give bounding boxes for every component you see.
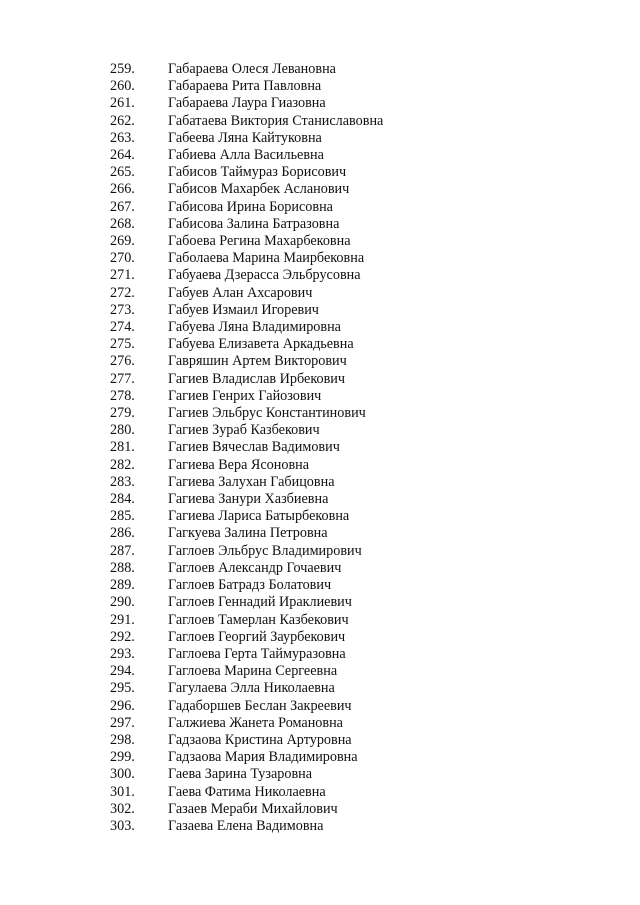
list-item <box>110 508 610 525</box>
list-item <box>110 78 610 95</box>
person-name: Гаглоев Александр Гочаевич <box>168 559 342 576</box>
item-number: 291. <box>110 611 135 628</box>
list-item <box>110 61 610 78</box>
item-number: 265. <box>110 164 135 181</box>
item-number: 263. <box>110 129 135 146</box>
list-item <box>110 560 610 577</box>
person-name: Галжиева Жанета Романовна <box>168 714 343 731</box>
person-name: Гавряшин Артем Викторович <box>168 353 347 370</box>
item-number: 271. <box>110 267 135 284</box>
list-item <box>110 199 610 216</box>
list-item <box>110 405 610 422</box>
list-item <box>110 319 610 336</box>
person-name: Гагиева Залухан Габицовна <box>168 473 335 490</box>
item-number: 280. <box>110 422 135 439</box>
list-item <box>110 250 610 267</box>
list-item <box>110 749 610 766</box>
person-name: Габуев Измаил Игоревич <box>168 301 319 318</box>
list-item <box>110 216 610 233</box>
list-item <box>110 577 610 594</box>
person-name: Гагиева Лариса Батырбековна <box>168 508 350 525</box>
item-number: 286. <box>110 525 135 542</box>
person-name: Габатаева Виктория Станиславовна <box>168 112 384 129</box>
person-name: Габеева Ляна Кайтуковна <box>168 129 322 146</box>
item-number: 268. <box>110 215 135 232</box>
person-name: Гаглоев Тамерлан Казбекович <box>168 611 349 628</box>
person-name: Габиева Алла Васильевна <box>168 147 324 164</box>
list-item <box>110 353 610 370</box>
list-item <box>110 732 610 749</box>
person-name: Габисова Ирина Борисовна <box>168 198 333 215</box>
item-number: 290. <box>110 594 135 611</box>
list-item <box>110 147 610 164</box>
list-item <box>110 784 610 801</box>
person-name: Гагиев Зураб Казбекович <box>168 422 320 439</box>
person-name: Гагиев Эльбрус Константинович <box>168 405 366 422</box>
item-number: 261. <box>110 95 135 112</box>
person-name: Габолаева Марина Маирбековна <box>168 250 365 267</box>
item-number: 276. <box>110 353 135 370</box>
person-name: Гагиева Занури Хазбиевна <box>168 491 329 508</box>
list-item <box>110 371 610 388</box>
person-name: Гагиева Вера Ясоновна <box>168 456 310 473</box>
item-number: 269. <box>110 233 135 250</box>
item-number: 292. <box>110 628 135 645</box>
person-name: Габуев Алан Ахсарович <box>168 284 313 301</box>
list-item <box>110 663 610 680</box>
item-number: 294. <box>110 663 135 680</box>
item-number: 302. <box>110 800 135 817</box>
list-item <box>110 715 610 732</box>
item-number: 296. <box>110 697 135 714</box>
person-name: Гаглоев Геннадий Ираклиевич <box>168 594 352 611</box>
list-item <box>110 439 610 456</box>
item-number: 287. <box>110 542 135 559</box>
person-name: Газаев Мераби Михайлович <box>168 800 338 817</box>
person-name: Габисов Таймураз Борисович <box>168 164 347 181</box>
list-item <box>110 233 610 250</box>
item-number: 299. <box>110 749 135 766</box>
person-name: Гаглоева Герта Таймуразовна <box>168 645 346 662</box>
list-item <box>110 95 610 112</box>
item-number: 259. <box>110 61 135 77</box>
list-item <box>110 680 610 697</box>
item-number: 301. <box>110 783 135 800</box>
person-name: Гадаборшев Беслан Закреевич <box>168 697 352 714</box>
item-number: 274. <box>110 319 135 336</box>
numbered-name-list <box>110 61 610 835</box>
list-item <box>110 491 610 508</box>
item-number: 266. <box>110 181 135 198</box>
list-item <box>110 801 610 818</box>
item-number: 285. <box>110 508 135 525</box>
person-name: Газаева Елена Вадимовна <box>168 817 324 834</box>
item-number: 277. <box>110 370 135 387</box>
list-item <box>110 594 610 611</box>
list-item <box>110 457 610 474</box>
person-name: Габараева Рита Павловна <box>168 78 322 95</box>
person-name: Габуаева Дзерасса Эльбрусовна <box>168 267 361 284</box>
person-name: Гагулаева Элла Николаевна <box>168 680 335 697</box>
person-name: Гаглоева Марина Сергеевна <box>168 663 338 680</box>
person-name: Гагиев Генрих Гайозович <box>168 387 322 404</box>
person-name: Гаглоев Эльбрус Владимирович <box>168 542 362 559</box>
item-number: 295. <box>110 680 135 697</box>
item-number: 262. <box>110 112 135 129</box>
person-name: Гаглоев Георгий Заурбекович <box>168 628 346 645</box>
person-name: Габуева Ляна Владимировна <box>168 319 341 336</box>
list-item <box>110 612 610 629</box>
item-number: 281. <box>110 439 135 456</box>
item-number: 289. <box>110 577 135 594</box>
list-item <box>110 113 610 130</box>
item-number: 273. <box>110 301 135 318</box>
item-number: 283. <box>110 473 135 490</box>
item-number: 303. <box>110 817 135 834</box>
list-item <box>110 698 610 715</box>
person-name: Гадзаова Кристина Артуровна <box>168 731 352 748</box>
item-number: 270. <box>110 250 135 267</box>
list-item <box>110 302 610 319</box>
list-item <box>110 818 610 835</box>
person-name: Гагиев Вячеслав Вадимович <box>168 439 340 456</box>
person-name: Гаева Зарина Тузаровна <box>168 766 313 783</box>
item-number: 272. <box>110 284 135 301</box>
item-number: 278. <box>110 387 135 404</box>
item-number: 284. <box>110 491 135 508</box>
item-number: 288. <box>110 559 135 576</box>
item-number: 282. <box>110 456 135 473</box>
person-name: Гагиев Владислав Ирбекович <box>168 370 346 387</box>
person-name: Гаглоев Батрадз Болатович <box>168 577 332 594</box>
list-item <box>110 766 610 783</box>
list-item <box>110 336 610 353</box>
list-item <box>110 543 610 560</box>
person-name: Габуева Елизавета Аркадьевна <box>168 336 354 353</box>
item-number: 297. <box>110 714 135 731</box>
person-name: Габисов Махарбек Асланович <box>168 181 350 198</box>
item-number: 298. <box>110 731 135 748</box>
person-name: Габисова Залина Батразовна <box>168 215 340 232</box>
person-name: Гагкуева Залина Петровна <box>168 525 328 542</box>
list-item <box>110 130 610 147</box>
item-number: 293. <box>110 645 135 662</box>
item-number: 279. <box>110 405 135 422</box>
item-number: 300. <box>110 766 135 783</box>
item-number: 260. <box>110 78 135 95</box>
person-name: Габараева Лаура Гиазовна <box>168 95 326 112</box>
item-number: 264. <box>110 147 135 164</box>
list-item <box>110 629 610 646</box>
person-name: Габараева Олеся Левановна <box>168 61 336 77</box>
person-name: Гаева Фатима Николаевна <box>168 783 326 800</box>
list-item <box>110 388 610 405</box>
person-name: Габоева Регина Махарбековна <box>168 233 351 250</box>
item-number: 267. <box>110 198 135 215</box>
list-item <box>110 422 610 439</box>
list-item <box>110 285 610 302</box>
list-item <box>110 474 610 491</box>
list-item <box>110 525 610 542</box>
list-item <box>110 267 610 284</box>
item-number: 275. <box>110 336 135 353</box>
list-item <box>110 164 610 181</box>
list-item <box>110 646 610 663</box>
list-item <box>110 181 610 198</box>
person-name: Гадзаова Мария Владимировна <box>168 749 358 766</box>
